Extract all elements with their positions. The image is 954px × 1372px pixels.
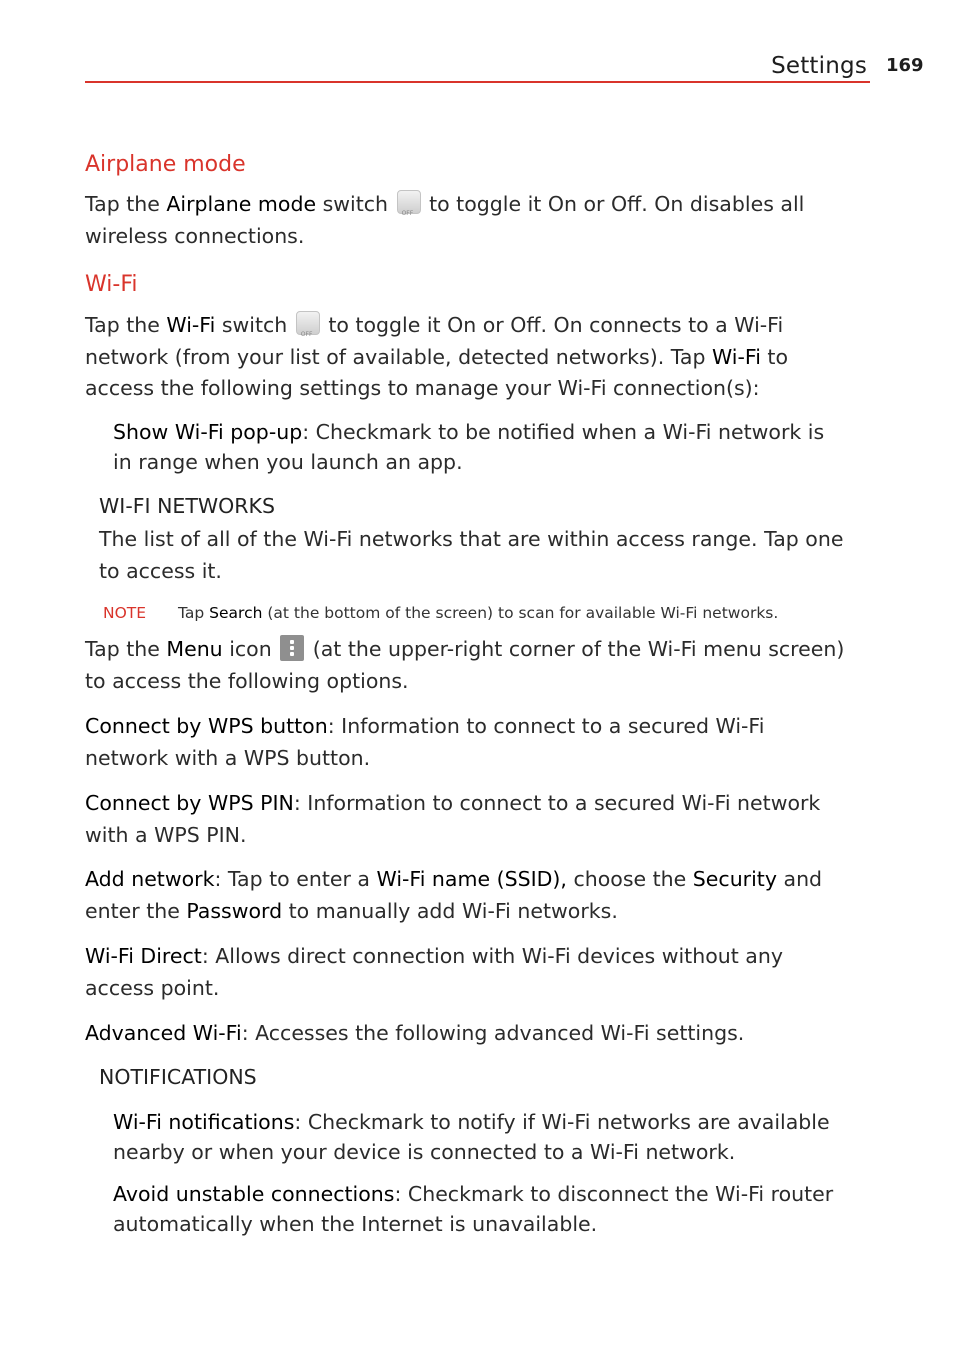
note-text: Tap Search (at the bottom of the screen) to scan for available Wi-Fi networks. bbox=[178, 604, 779, 622]
wifi-notifications-item: Wi-Fi notifications: Checkmark to notify if Wi-Fi networks are available nearby or when your device is connected to a Wi-Fi network. bbox=[113, 1110, 830, 1164]
wifi-networks-heading: WI-FI NETWORKS bbox=[99, 494, 275, 518]
toggle-switch-icon bbox=[397, 190, 421, 214]
connect-wps-button-item: Connect by WPS button: Information to connect to a secured Wi-Fi network with a WPS button. bbox=[85, 714, 765, 770]
connect-wps-pin-item: Connect by WPS PIN: Information to connect to a secured Wi-Fi network with a WPS PIN. bbox=[85, 791, 821, 847]
header-section-title: Settings bbox=[771, 53, 867, 79]
notifications-heading: NOTIFICATIONS bbox=[99, 1065, 257, 1089]
airplane-mode-paragraph: Tap the Airplane mode switch OFF to toggle it On or Off. On disables all wireless connections. bbox=[85, 189, 860, 252]
note-label: NOTE bbox=[103, 604, 147, 622]
show-wifi-popup-item: Show Wi-Fi pop-up: Checkmark to be notified when a Wi-Fi network is in range when you launch an app. bbox=[113, 420, 825, 474]
toggle-switch-icon bbox=[296, 311, 320, 335]
header-divider bbox=[85, 81, 870, 83]
avoid-unstable-connections-item: Avoid unstable connections: Checkmark to disconnect the Wi-Fi router automatically when the Internet is unavailable. bbox=[113, 1182, 834, 1236]
wifi-heading: Wi-Fi bbox=[85, 272, 138, 297]
menu-icon bbox=[280, 635, 304, 661]
airplane-mode-heading: Airplane mode bbox=[85, 152, 246, 177]
menu-paragraph: Tap the Menu icon (at the upper-right corner of the Wi-Fi menu screen) to access the following options. bbox=[85, 637, 845, 693]
wifi-direct-item: Wi-Fi Direct: Allows direct connection with Wi-Fi devices without any access point. bbox=[85, 944, 783, 1000]
wifi-paragraph: Tap the Wi-Fi switch OFF to toggle it On or Off. On connects to a Wi-Fi network (from your list of available, detected networks). Tap Wi-Fi to access the following settings to manage your Wi-Fi connection(s): bbox=[85, 310, 860, 405]
page-number: 169 bbox=[886, 55, 924, 76]
add-network-item: Add network: Tap to enter a Wi-Fi name (SSID), choose the Security and enter the Password to manually add Wi-Fi networks. bbox=[85, 867, 823, 923]
advanced-wifi-item: Advanced Wi-Fi: Accesses the following advanced Wi-Fi settings. bbox=[85, 1021, 745, 1045]
wifi-networks-paragraph: The list of all of the Wi-Fi networks that are within access range. Tap one to access it. bbox=[99, 527, 844, 583]
